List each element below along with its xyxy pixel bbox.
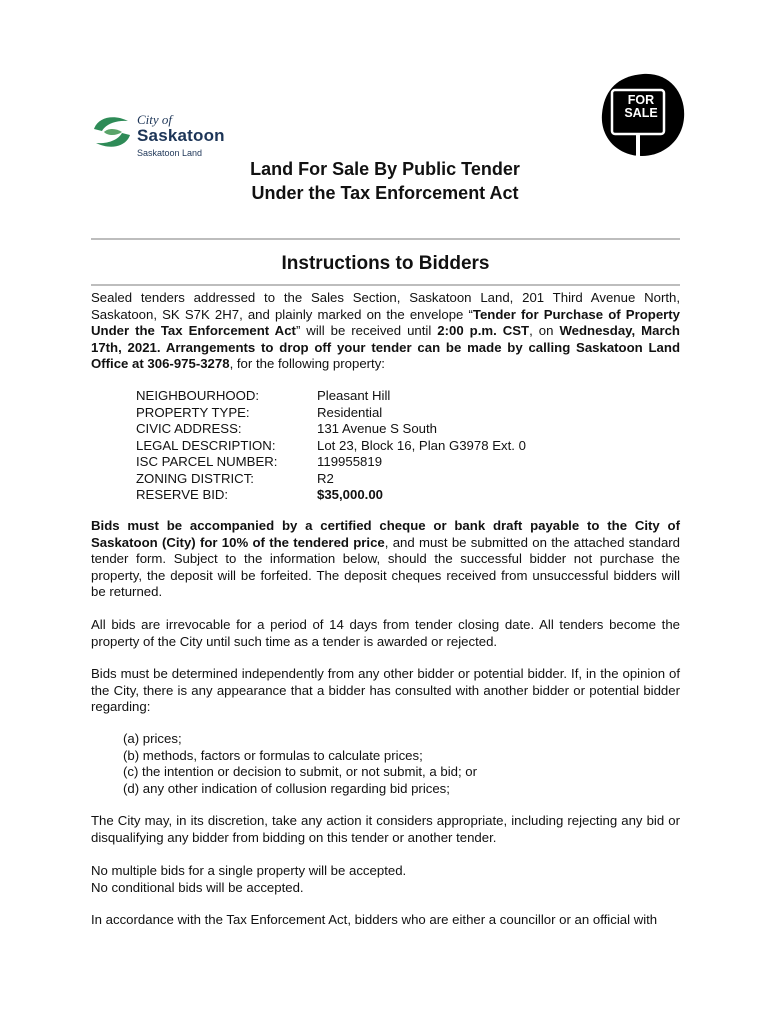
title-line-2: Under the Tax Enforcement Act [251, 183, 519, 203]
intro-text-1: Sealed tenders addressed to the Sales Section, Saskatoon Land, 201 Third Avenue North, Saskatoon, SK S7K 2H7, and plainly marked on the envelope “ [91, 290, 680, 322]
property-value: Pleasant Hill [317, 388, 391, 403]
deposit-paragraph [91, 518, 680, 601]
property-row [136, 454, 526, 471]
logo-city-of: City of [137, 112, 173, 127]
logo-saskatoon: Saskatoon [137, 126, 225, 145]
property-value: Residential [317, 404, 383, 420]
property-label: CIVIC ADDRESS: [136, 421, 242, 436]
property-label: ZONING DISTRICT: [136, 470, 254, 486]
bid-restrictions [91, 863, 680, 896]
section-heading: Instructions to Bidders [281, 253, 490, 274]
property-row [136, 438, 526, 455]
property-value: R2 [317, 470, 334, 486]
property-value: Lot 23, Block 16, Plan G3978 Ext. 0 [317, 437, 526, 453]
list-item: (d) any other indication of collusion regarding bid prices; [123, 780, 450, 796]
for-sale-line-1: FOR [627, 93, 655, 107]
city-discretion-paragraph: The City may, in its discretion, take any action it considers appropriate, including rejecting any bid or disqualifying any bidder from bidding on this tender or another tender. [91, 813, 680, 845]
intro-deadline-date-contact: Wednesday, March 17th, 2021. Arrangements to drop off your tender can be made by calling Saskatoon Land Office at 306-975-3278 [91, 323, 680, 371]
property-row [136, 405, 526, 422]
for-sale-badge [598, 72, 688, 158]
intro-envelope-marking: Tender for Purchase of Property Under the Tax Enforcement Act [91, 306, 681, 338]
property-row [136, 471, 526, 488]
property-label: LEGAL DESCRIPTION: [136, 437, 276, 453]
list-item: (c) the intention or decision to submit, or not submit, a bid; or [123, 764, 478, 779]
intro-paragraph [91, 290, 680, 373]
property-label: PROPERTY TYPE: [136, 404, 250, 420]
title-line-1: Land For Sale By Public Tender [250, 159, 520, 179]
deposit-requirement: Bids must be accompanied by a certified cheque or bank draft payable to the City of Saskatoon (City) for 10% of the tendered price [91, 518, 680, 550]
list-item: (a) prices; [123, 731, 182, 746]
irrevocable-paragraph: All bids are irrevocable for a period of 14 days from tender closing date. All tenders become the property of the City until such time as a tender is awarded or rejected. [91, 617, 680, 649]
property-label: RESERVE BID: [136, 487, 229, 502]
intro-text-4: , for the following property: [229, 356, 385, 371]
property-label: ISC PARCEL NUMBER: [136, 454, 278, 469]
tax-act-paragraph: In accordance with the Tax Enforcement Act, bidders who are either a councillor or an official with [91, 912, 658, 927]
property-row [136, 421, 526, 438]
independence-paragraph: Bids must be determined independently from any other bidder or potential bidder. If, in the opinion of the City, there is any appearance that a bidder has consulted with another bidder or potential bidder regarding: [91, 666, 680, 714]
property-row [136, 487, 526, 504]
saskatoon-land-logo [92, 112, 232, 162]
reserve-bid-value: $35,000.00 [317, 487, 384, 502]
intro-deadline-time: 2:00 p.m. CST [437, 323, 530, 338]
for-sale-line-2: SALE [624, 106, 658, 120]
property-label: NEIGHBOURHOOD: [136, 388, 260, 403]
no-multiple-bids: No multiple bids for a single property will be accepted. [91, 863, 407, 878]
divider-bottom [91, 284, 680, 286]
city-of-saskatoon-logo-mark-icon [92, 115, 132, 149]
intro-text-3: , on [529, 323, 560, 338]
list-item: (b) methods, factors or formulas to calculate prices; [123, 747, 423, 763]
property-value: 131 Avenue S South [317, 421, 438, 436]
intro-text-2: ” will be received until [295, 323, 438, 338]
divider-top [91, 238, 680, 240]
property-details [136, 388, 526, 504]
deposit-text: , and must be submitted on the attached standard tender form. Subject to the information below, should the successful bidder not purchase the property, the deposit will be forfeited. The deposit cheques received from unsuccessful bidders will be returned. [91, 534, 681, 599]
property-value: 119955819 [317, 454, 383, 469]
for-sale-badge-text [620, 94, 662, 120]
no-conditional-bids: No conditional bids will be accepted. [91, 879, 304, 895]
property-row [136, 388, 526, 405]
collusion-list [123, 731, 477, 797]
logo-saskatoon-land: Saskatoon Land [137, 148, 203, 158]
document-title [170, 157, 600, 205]
